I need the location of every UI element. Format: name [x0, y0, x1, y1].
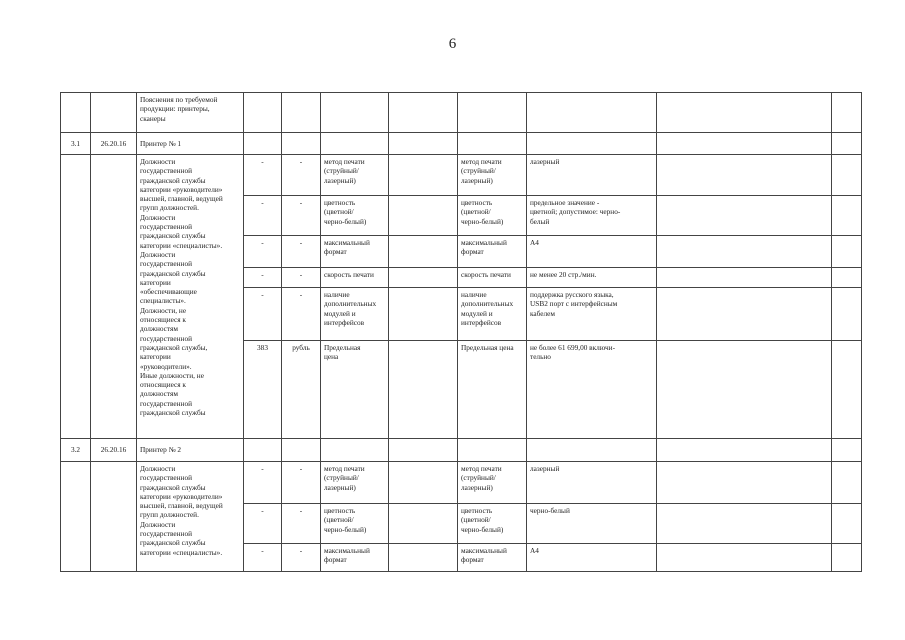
section-number: 3.2 [61, 439, 91, 462]
okei-cell: - [244, 504, 282, 544]
value-cell: не менее 20 стр./мин. [527, 268, 657, 288]
unit-cell: - [282, 236, 321, 268]
okei-cell: - [244, 196, 282, 236]
characteristic-cell-2: максимальный формат [458, 544, 527, 572]
okei-cell: - [244, 288, 282, 341]
characteristic-cell: максимальный формат [321, 544, 389, 572]
okei-cell: - [244, 268, 282, 288]
explanation-cell: Пояснения по требуемой продукции: принтеры, сканеры [137, 93, 244, 133]
unit-cell: - [282, 155, 321, 196]
characteristic-cell-2: метод печати (струйный/ лазерный) [458, 462, 527, 504]
characteristic-cell: цветность (цветной/ черно-белый) [321, 504, 389, 544]
characteristic-cell-2: скорость печати [458, 268, 527, 288]
unit-cell: - [282, 268, 321, 288]
okei-cell: - [244, 462, 282, 504]
value-cell: А4 [527, 544, 657, 572]
characteristic-cell: метод печати (струйный/ лазерный) [321, 462, 389, 504]
characteristic-cell-2: Предельная цена [458, 341, 527, 439]
positions-cell: Должности государственной гражданской службы категории «руководители» высшей, главной, ведущей групп должностей. Должности государственной гражданской службы категории «специалисты». [137, 462, 244, 572]
characteristic-cell: скорость печати [321, 268, 389, 288]
requirements-table [60, 92, 862, 572]
characteristic-cell-2: цветность (цветной/ черно-белый) [458, 196, 527, 236]
value-cell: не более 61 699,00 включи- тельно [527, 341, 657, 439]
table-header-row [61, 93, 862, 133]
characteristic-cell: цветность (цветной/ черно-белый) [321, 196, 389, 236]
section-row [61, 133, 862, 155]
characteristic-cell: метод печати (струйный/ лазерный) [321, 155, 389, 196]
section-code: 26.20.16 [91, 439, 137, 462]
okei-cell: - [244, 155, 282, 196]
section-row [61, 439, 862, 462]
okei-cell: - [244, 236, 282, 268]
value-cell: лазерный [527, 462, 657, 504]
section-title: Принтер № 2 [137, 439, 244, 462]
value-cell: лазерный [527, 155, 657, 196]
unit-cell: - [282, 288, 321, 341]
value-cell: предельное значение - цветной; допустимое: черно- белый [527, 196, 657, 236]
okei-cell: - [244, 544, 282, 572]
section-title: Принтер № 1 [137, 133, 244, 155]
unit-cell: - [282, 196, 321, 236]
unit-cell: - [282, 462, 321, 504]
characteristic-cell: наличие дополнительных модулей и интерфейсов [321, 288, 389, 341]
okei-cell: 383 [244, 341, 282, 439]
table-row [61, 462, 862, 504]
unit-cell: рубль [282, 341, 321, 439]
characteristic-cell: максимальный формат [321, 236, 389, 268]
positions-cell: Должности государственной гражданской службы категории «руководители» высшей, главной, ведущей групп должностей. Должности государственной гражданской службы категории «специалисты». Должности государственной гражданской службы категории «обеспечивающие специалисты». Должности, не относящиеся к должностям государственной гражданской службы, категории «руководители». Иные должности, не относящиеся к должностям государственной гражданской службы [137, 155, 244, 439]
value-cell: А4 [527, 236, 657, 268]
characteristic-cell-2: цветность (цветной/ черно-белый) [458, 504, 527, 544]
characteristic-cell-2: наличие дополнительных модулей и интерфейсов [458, 288, 527, 341]
page-number: 6 [448, 36, 457, 52]
characteristic-cell-2: максимальный формат [458, 236, 527, 268]
value-cell: поддержка русского языка, USB2 порт с интерфейсным кабелем [527, 288, 657, 341]
unit-cell: - [282, 544, 321, 572]
unit-cell: - [282, 504, 321, 544]
table-row [61, 155, 862, 196]
section-number: 3.1 [61, 133, 91, 155]
value-cell: черно-белый [527, 504, 657, 544]
section-code: 26.20.16 [91, 133, 137, 155]
characteristic-cell-2: метод печати (струйный/ лазерный) [458, 155, 527, 196]
characteristic-cell: Предельная цена [321, 341, 389, 439]
